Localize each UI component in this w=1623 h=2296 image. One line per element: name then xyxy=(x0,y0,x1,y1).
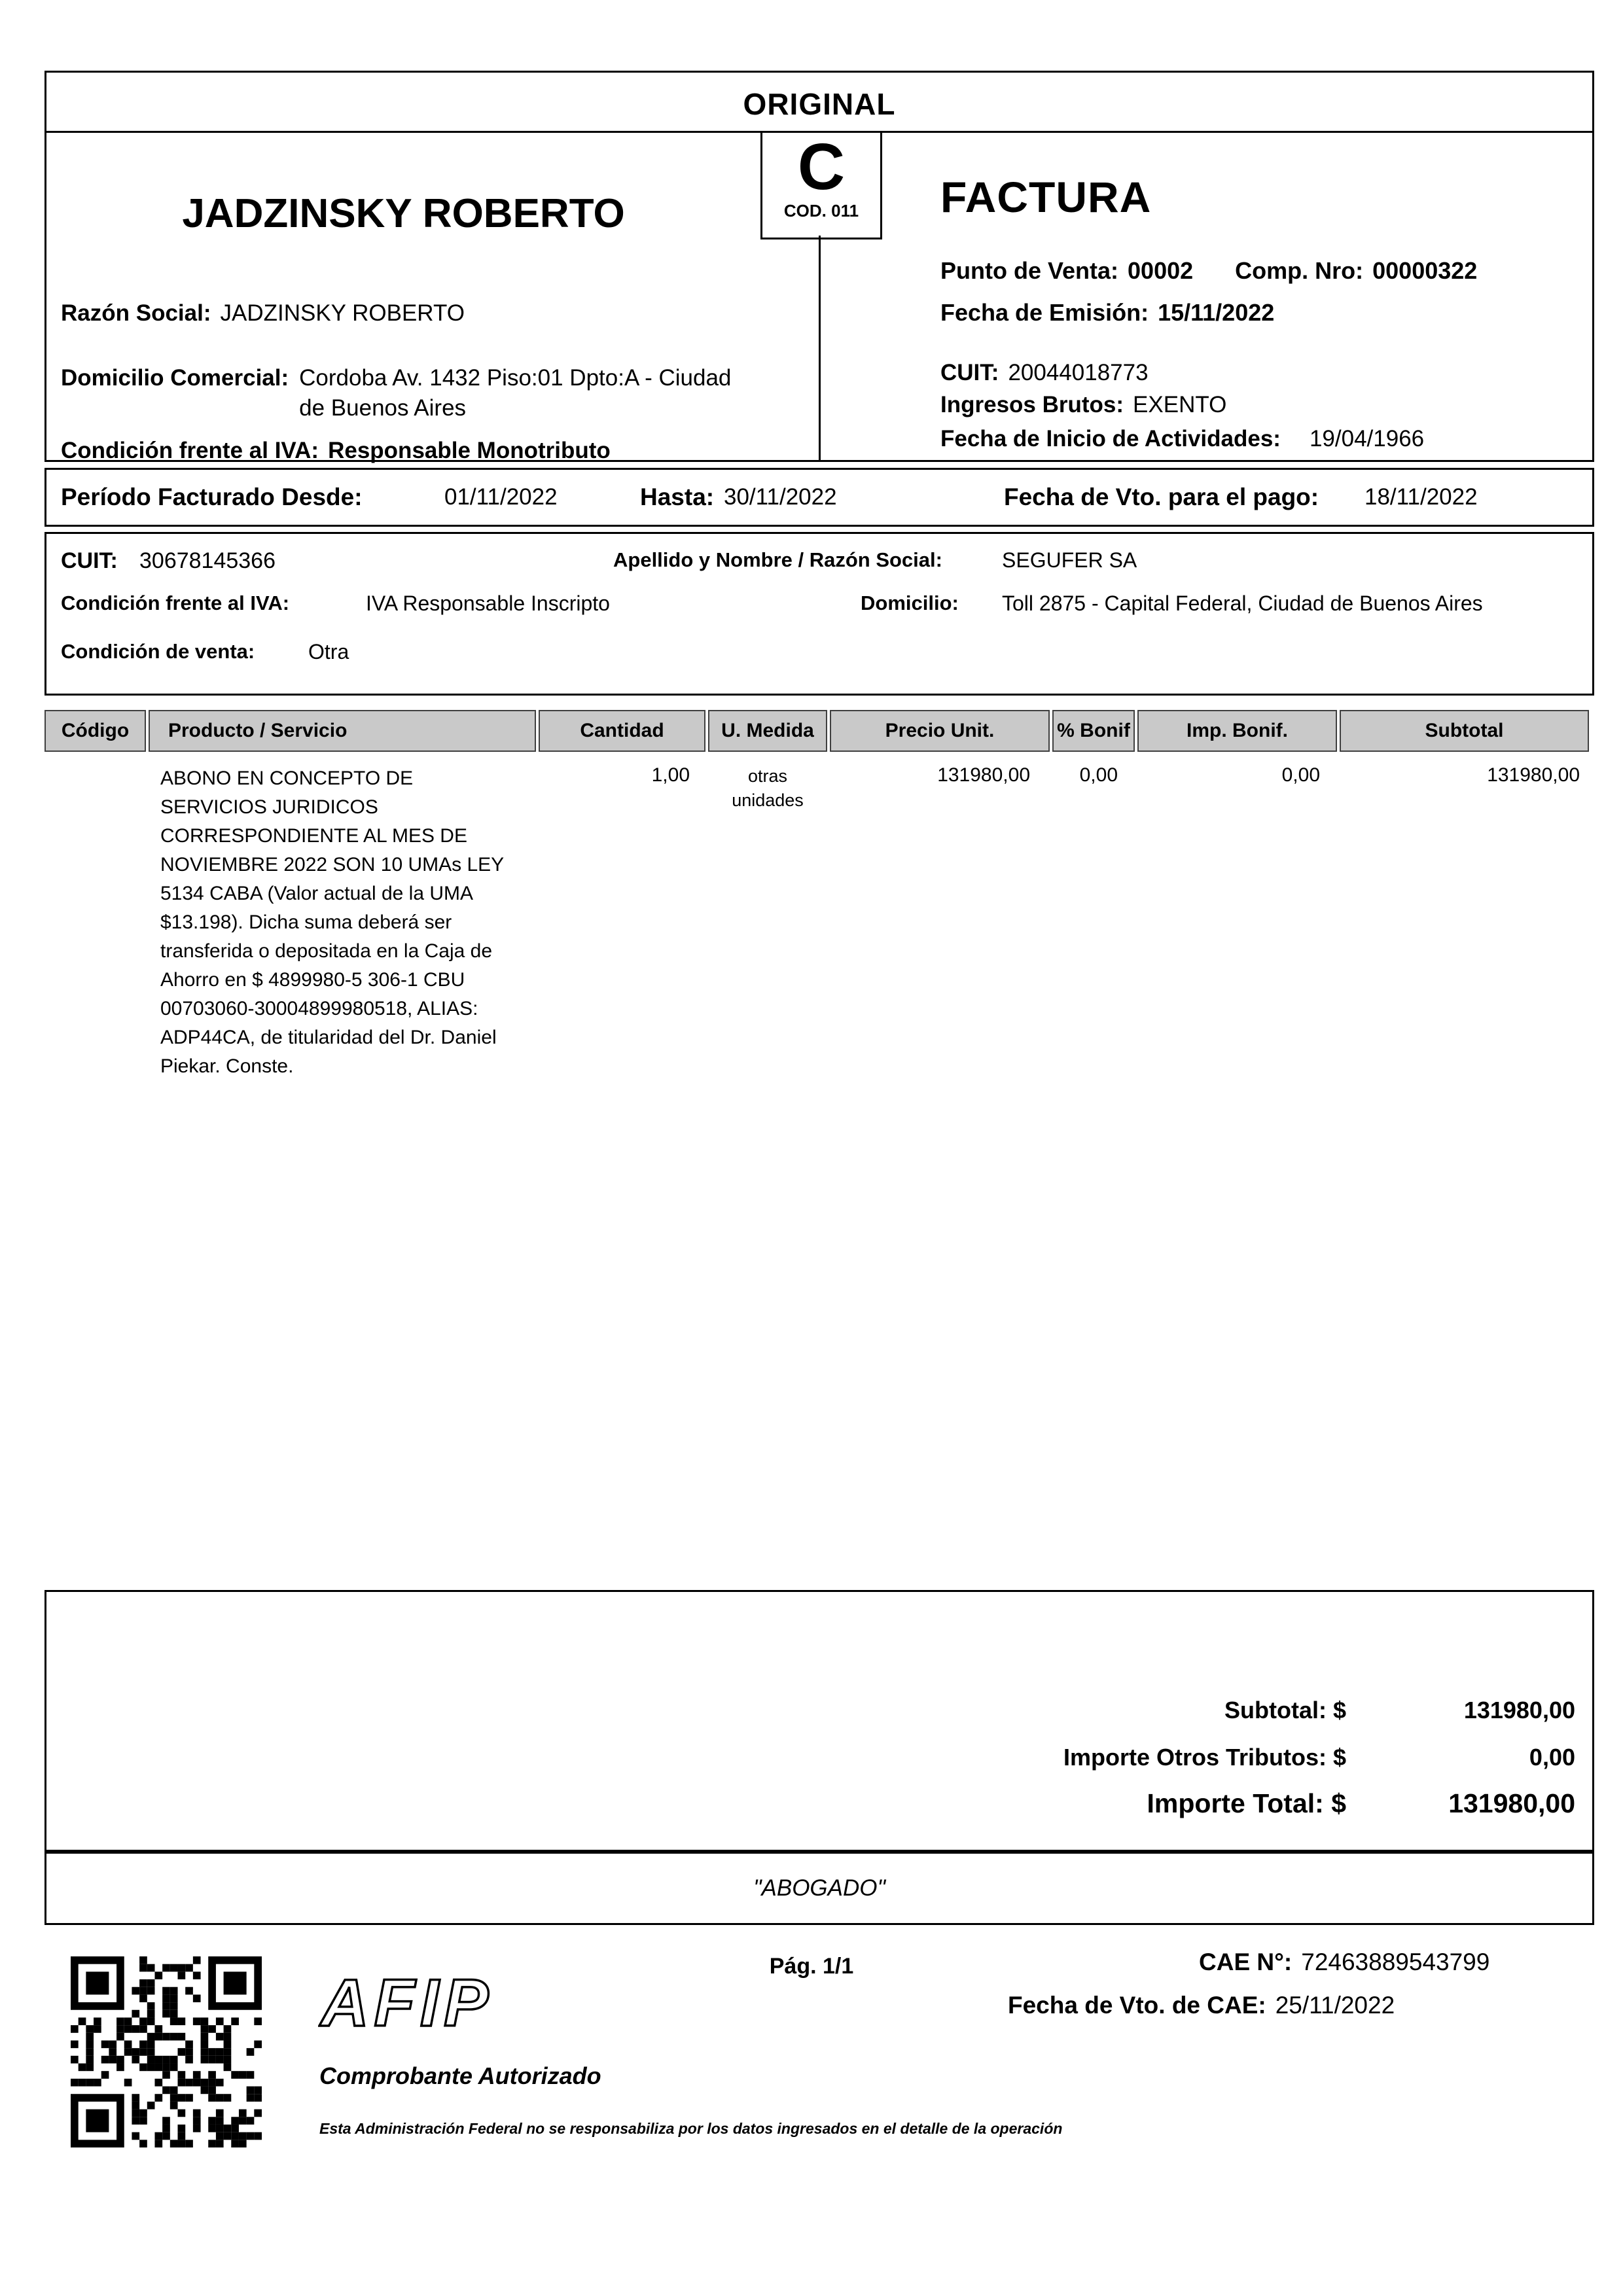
issuer-cuit-value: 20044018773 xyxy=(1008,360,1149,385)
fecha-emision-label: Fecha de Emisión: xyxy=(940,299,1149,326)
cae-label: CAE N°: xyxy=(1199,1949,1293,1975)
page-number: Pág. 1/1 xyxy=(769,1954,854,1979)
vencimiento-pago-value: 18/11/2022 xyxy=(1364,484,1478,510)
copy-type-bar xyxy=(45,71,1594,137)
customer-name-value: SEGUFER SA xyxy=(1002,548,1137,572)
item-precio-unit: 131980,00 xyxy=(937,764,1030,786)
customer-row-3 xyxy=(46,640,1592,666)
col-header-precio: Precio Unit. xyxy=(830,710,1050,752)
inicio-actividades-row xyxy=(940,426,1424,452)
cae-row xyxy=(1199,1949,1489,1976)
razon-social-value: JADZINSKY ROBERTO xyxy=(220,300,465,326)
domicilio-comercial-value: Cordoba Av. 1432 Piso:01 Dpto:A - Ciudad de Buenos Aires xyxy=(299,365,732,421)
cae-vencimiento-row xyxy=(1008,1992,1395,2019)
importe-total-value: 131980,00 xyxy=(1448,1788,1575,1818)
ingresos-brutos-label: Ingresos Brutos: xyxy=(940,392,1124,417)
comp-nro-value: 00000322 xyxy=(1372,257,1478,284)
otros-tributos-row xyxy=(1063,1744,1575,1771)
importe-total-label: Importe Total: $ xyxy=(1147,1788,1346,1818)
punto-venta-value: 00002 xyxy=(1128,257,1194,284)
punto-venta-label: Punto de Venta: xyxy=(940,257,1119,284)
periodo-hasta-label: Hasta: xyxy=(640,484,715,510)
subtotal-row xyxy=(1224,1697,1575,1724)
issuer-iva-label: Condición frente al IVA: xyxy=(61,438,319,463)
condicion-venta-label: Condición de venta: xyxy=(61,640,255,663)
issuer-domicilio-row xyxy=(61,363,757,423)
comprobante-autorizado-label: Comprobante Autorizado xyxy=(319,2062,601,2089)
cae-value: 72463889543799 xyxy=(1301,1949,1490,1975)
cae-vto-label: Fecha de Vto. de CAE: xyxy=(1008,1992,1266,2019)
periodo-hasta-value: 30/11/2022 xyxy=(724,484,837,510)
qr-code xyxy=(71,1956,262,2147)
item-umedida: otras unidades xyxy=(732,766,804,810)
invoice-letter-box xyxy=(760,131,882,239)
document-type-title: FACTURA xyxy=(940,173,1152,221)
issuer-iva-row xyxy=(61,438,611,464)
customer-name-label: Apellido y Nombre / Razón Social: xyxy=(613,548,942,571)
importe-total-row xyxy=(1147,1788,1575,1819)
col-header-codigo: Código xyxy=(45,710,146,752)
customer-iva-label: Condición frente al IVA: xyxy=(61,592,290,614)
comp-nro-label: Comp. Nro: xyxy=(1235,257,1364,284)
col-header-umedida: U. Medida xyxy=(708,710,827,752)
header-divider xyxy=(819,236,821,460)
ingresos-brutos-value: EXENTO xyxy=(1133,392,1227,417)
invoice-letter: C xyxy=(797,130,846,203)
razon-social-label: Razón Social: xyxy=(61,300,211,326)
customer-cuit-label: CUIT: xyxy=(61,548,118,573)
customer-row-1 xyxy=(46,548,1592,574)
item-bonif-pct: 0,00 xyxy=(1079,764,1118,786)
item-descripcion: ABONO EN CONCEPTO DE SERVICIOS JURIDICOS CORRESPONDIENTE AL MES DE NOVIEMBRE 2022 SON 10 UMAs LEY 5134 CABA (Valor actual de la UMA $13.198). Dicha suma deberá ser transferida o depositada en la Caja de Ahorro en $ 4899980-5 306-1 CBU 00703060-30004899980518, ALIAS: ADP44CA, de titularidad del Dr. Daniel Piekar. Conste. xyxy=(160,768,504,1077)
customer-iva-value: IVA Responsable Inscripto xyxy=(366,592,610,615)
inicio-actividades-label: Fecha de Inicio de Actividades: xyxy=(940,426,1281,451)
qr-code-image xyxy=(71,1956,262,2147)
customer-section xyxy=(45,532,1594,696)
issuer-cuit-label: CUIT: xyxy=(940,360,999,385)
totals-section xyxy=(45,1590,1594,1852)
condicion-venta-value: Otra xyxy=(308,640,349,663)
col-header-impbonif: Imp. Bonif. xyxy=(1137,710,1337,752)
customer-row-2 xyxy=(46,592,1592,618)
items-table-header xyxy=(45,710,1590,752)
vencimiento-pago-label: Fecha de Vto. para el pago: xyxy=(1004,484,1319,510)
afip-logo xyxy=(318,1968,567,2043)
col-header-producto: Producto / Servicio xyxy=(149,710,536,752)
observations-text: "ABOGADO" xyxy=(753,1875,885,1901)
col-header-bonif: % Bonif xyxy=(1052,710,1135,752)
afip-disclaimer: Esta Administración Federal no se responsabiliza por los datos ingresados en el detalle de la operación xyxy=(319,2120,1063,2137)
col-header-cantidad: Cantidad xyxy=(539,710,705,752)
billing-period-bar xyxy=(45,468,1594,527)
domicilio-comercial-label: Domicilio Comercial: xyxy=(61,365,289,391)
issuer-iva-value: Responsable Monotributo xyxy=(328,438,611,463)
customer-cuit-value: 30678145366 xyxy=(139,548,276,573)
inicio-actividades-value: 19/04/1966 xyxy=(1309,426,1425,451)
sale-point-row xyxy=(940,257,1477,285)
ingresos-brutos-row xyxy=(940,392,1226,418)
cae-vto-value: 25/11/2022 xyxy=(1275,1992,1395,2019)
copy-type-label: ORIGINAL xyxy=(743,86,896,121)
fecha-emision-value: 15/11/2022 xyxy=(1158,299,1275,326)
table-row xyxy=(45,764,1590,1081)
customer-domicilio-label: Domicilio: xyxy=(861,592,959,614)
periodo-desde-label: Período Facturado Desde: xyxy=(61,484,363,510)
svg-text:AFIP: AFIP xyxy=(321,1968,494,2040)
issuer-razon-social-row xyxy=(61,300,465,327)
header-section xyxy=(45,131,1594,462)
issuer-name: JADZINSKY ROBERTO xyxy=(182,191,625,236)
emission-date-row xyxy=(940,299,1274,327)
observations-box xyxy=(45,1852,1594,1925)
otros-tributos-label: Importe Otros Tributos: $ xyxy=(1063,1744,1346,1771)
invoice-letter-code: COD. 011 xyxy=(783,201,859,221)
item-subtotal: 131980,00 xyxy=(1487,764,1580,786)
subtotal-value: 131980,00 xyxy=(1463,1697,1575,1723)
customer-domicilio-value: Toll 2875 - Capital Federal, Ciudad de Buenos Aires xyxy=(1002,592,1483,615)
otros-tributos-value: 0,00 xyxy=(1529,1744,1575,1771)
col-header-subtotal: Subtotal xyxy=(1340,710,1589,752)
periodo-desde-value: 01/11/2022 xyxy=(444,484,558,510)
item-imp-bonif: 0,00 xyxy=(1281,764,1320,786)
item-cantidad: 1,00 xyxy=(651,764,690,786)
subtotal-label: Subtotal: $ xyxy=(1224,1697,1346,1723)
issuer-cuit-row xyxy=(940,360,1149,386)
